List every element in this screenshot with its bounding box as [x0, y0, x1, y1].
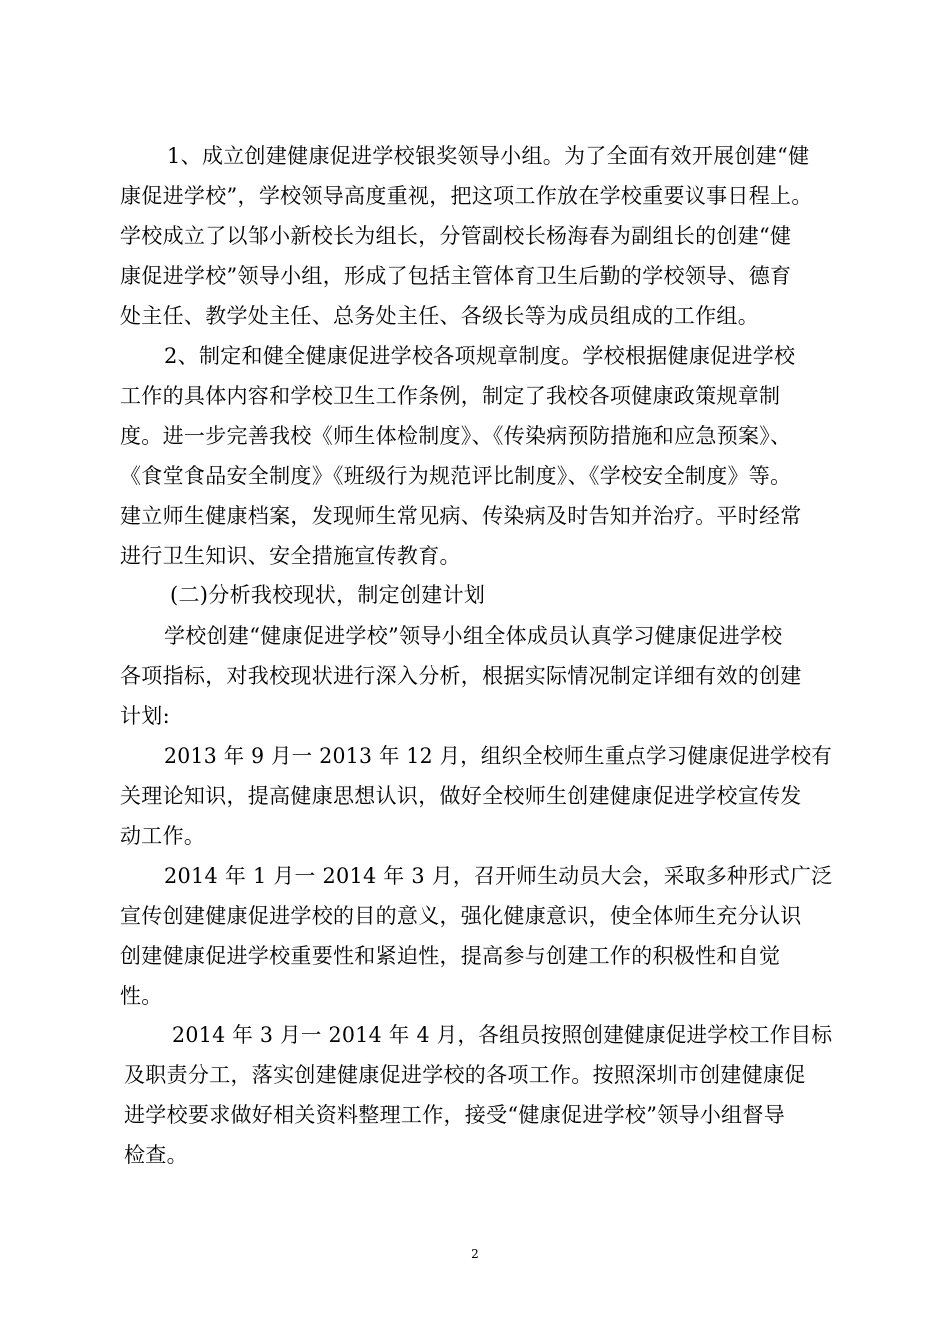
text-line: 宣传创建健康促进学校的目的意义，强化健康意识，使全体师生充分认识 [120, 904, 802, 928]
text-line: 《食堂食品安全制度》《班级行为规范评比制度》、《学校安全制度》等。 [120, 464, 792, 488]
text-line: 检查。 [124, 1143, 188, 1167]
text-line: 2、制定和健全健康促进学校各项规章制度。学校根据健康促进学校 [164, 344, 796, 368]
page-number: 2 [471, 1247, 479, 1261]
text-line: 建立师生健康档案，发现师生常见病、传染病及时告知并治疗。平时经常 [120, 504, 802, 528]
section-heading: (二)分析我校现状，制定创建计划 [170, 583, 486, 607]
text-line: 动工作。 [120, 824, 206, 848]
text-line: 进学校要求做好相关资料整理工作，接受“健康促进学校”领导小组督导 [124, 1103, 786, 1127]
text-line: 康促进学校”领导小组，形成了包括主管体育卫生后勤的学校领导、德育 [120, 264, 792, 288]
text-line: 创建健康促进学校重要性和紧迫性，提高参与创建工作的积极性和自觉 [120, 944, 781, 968]
text-line: 计划: [120, 704, 170, 728]
text-line: 度。进一步完善我校《师生体检制度》、《传染病预防措施和应急预案》、 [120, 424, 792, 448]
text-line: 及职责分工，落实创建健康促进学校的各项工作。按照深圳市创建健康促 [124, 1063, 806, 1087]
text-line: 性。 [120, 984, 163, 1008]
text-line: 进行卫生知识、安全措施宣传教育。 [120, 544, 461, 568]
text-line: 2013 年 9 月一 2013 年 12 月，组织全校师生重点学习健康促进学校有 [164, 744, 832, 768]
text-line: 学校创建“健康促进学校”领导小组全体成员认真学习健康促进学校 [164, 624, 783, 648]
text-line: 学校成立了以邹小新校长为组长，分管副校长杨海春为副组长的创建“健 [120, 224, 792, 248]
text-line: 关理论知识，提高健康思想认识，做好全校师生创建健康促进学校宣传发 [120, 784, 802, 808]
text-line: 1、成立创建健康促进学校银奖领导小组。为了全面有效开展创建“健 [167, 144, 810, 168]
text-line: 处主任、教学处主任、总务处主任、各级长等为成员组成的工作组。 [120, 304, 759, 328]
text-line: 康促进学校”，学校领导高度重视，把这项工作放在学校重要议事日程上。 [120, 184, 813, 208]
text-line: 2014 年 3 月一 2014 年 4 月，各组员按照创建健康促进学校工作目标 [172, 1023, 833, 1047]
text-line: 各项指标，对我校现状进行深入分析，根据实际情况制定详细有效的创建 [120, 664, 802, 688]
text-line: 2014 年 1 月一 2014 年 3 月，召开师生动员大会，采取多种形式广泛 [164, 864, 833, 888]
text-line: 工作的具体内容和学校卫生工作条例，制定了我校各项健康政策规章制 [120, 384, 781, 408]
